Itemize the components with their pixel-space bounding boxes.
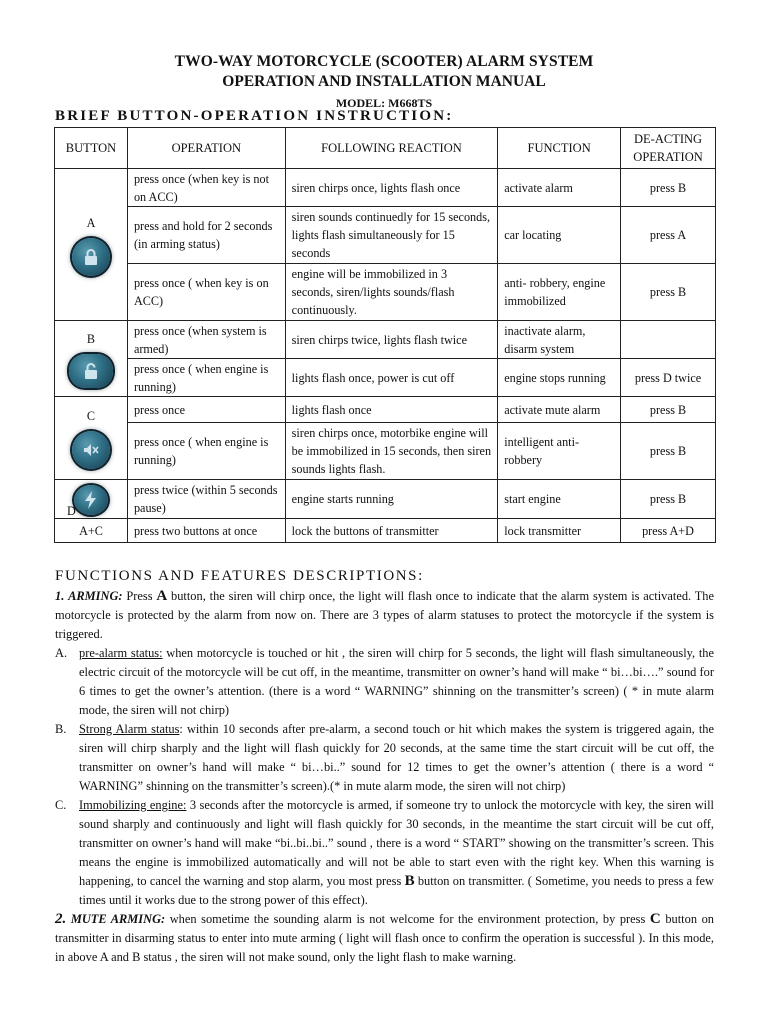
row1-function: activate alarm bbox=[498, 169, 621, 207]
table-row bbox=[55, 321, 716, 359]
pre-alarm-text: when motorcycle is touched or hit , the siren will chirp for 5 seconds, the light will flash simultaneously, the electric circuit of the motorcycle will be cut off, in the meantime, transmitter on owner’s hand will make “ bi…bi….” sound for 6 times to get the owner’s attention. (there is a word “ WARNING” shinning on the transmitter’s screen) ( * in mute alarm mode, the siren will not chirp) bbox=[79, 646, 714, 717]
mute-title: MUTE ARMING: bbox=[66, 912, 166, 926]
lock-open-icon bbox=[69, 354, 113, 388]
table-row bbox=[55, 207, 716, 264]
row2-function: car locating bbox=[498, 207, 621, 264]
button-b-cell bbox=[55, 321, 128, 397]
row7-function: intelligent anti-robbery bbox=[498, 423, 621, 480]
arming-paragraph bbox=[55, 587, 714, 644]
table-row bbox=[55, 423, 716, 480]
mute-speaker-icon bbox=[72, 431, 110, 469]
row3-reaction: engine will be immobilized in 3 seconds, siren/lights sounds/flash continuously. bbox=[285, 264, 498, 321]
row7-operation: press once ( when engine is running) bbox=[127, 423, 285, 480]
functions-body bbox=[55, 587, 714, 967]
pre-alarm-label: A. bbox=[55, 646, 68, 660]
row2-reaction: siren sounds continuedly for 15 seconds, lights flash simultaneously for 15 seconds bbox=[285, 207, 498, 264]
row4-deacting bbox=[621, 321, 716, 359]
strong-alarm-label: B. bbox=[55, 722, 67, 736]
row4-function: inactivate alarm, disarm system bbox=[498, 321, 621, 359]
row5-deacting: press D twice bbox=[621, 359, 716, 397]
pre-alarm-title: pre-alarm status: bbox=[79, 646, 163, 660]
row8-function: start engine bbox=[498, 480, 621, 519]
title-line-2: OPERATION AND INSTALLATION MANUAL bbox=[222, 73, 546, 90]
row5-operation: press once ( when engine is running) bbox=[127, 359, 285, 397]
row7-reaction: siren chirps once, motorbike engine will be immobilized in 15 seconds, then siren sounds lights flash. bbox=[285, 423, 498, 480]
row9-reaction: lock the buttons of transmitter bbox=[285, 519, 498, 543]
lock-closed-icon bbox=[72, 238, 110, 276]
row4-reaction: siren chirps twice, lights flash twice bbox=[285, 321, 498, 359]
mute-text-1: when sometime the sounding alarm is not welcome for the environment protection, by press bbox=[165, 912, 650, 926]
row3-operation: press once ( when key is on ACC) bbox=[127, 264, 285, 321]
row2-deacting: press A bbox=[621, 207, 716, 264]
brief-heading: BRIEF BUTTON-OPERATION INSTRUCTION: bbox=[55, 108, 454, 124]
pre-alarm-item bbox=[55, 644, 714, 720]
row3-function: anti- robbery, engine immobilized bbox=[498, 264, 621, 321]
row9-function: lock transmitter bbox=[498, 519, 621, 543]
immobilizing-label: C. bbox=[55, 798, 67, 812]
strong-alarm-text: : within 10 seconds after pre-alarm, a second touch or hit which makes the system is triggered again, the siren will chirp sharply and the light will flash quickly for 20 seconds, at the same time the start circuit will be cut off, the transmitter on owner’s hand will make “ bi…bi..” sound for 12 times to get the owner’s attention ( there is a word “ WARNING” shinning on the transmitter’s screen).(* in mute alarm mode, the siren will not chirp) bbox=[79, 722, 714, 793]
immobilizing-item bbox=[55, 796, 714, 910]
mute-arming-paragraph bbox=[55, 910, 714, 967]
header-operation: OPERATION bbox=[127, 128, 285, 169]
table-row bbox=[55, 480, 716, 519]
row6-deacting: press B bbox=[621, 397, 716, 423]
button-d-cell bbox=[55, 480, 128, 519]
strong-alarm-item bbox=[55, 720, 714, 796]
button-operation-table bbox=[54, 127, 716, 543]
arming-text-1: Press bbox=[122, 589, 157, 603]
arming-key: A bbox=[156, 588, 168, 604]
title-block bbox=[0, 52, 768, 112]
button-b-label: B bbox=[86, 331, 96, 346]
row4-operation: press once (when system is armed) bbox=[127, 321, 285, 359]
row3-deacting: press B bbox=[621, 264, 716, 321]
functions-heading: FUNCTIONS AND FEATURES DESCRIPTIONS: bbox=[55, 568, 424, 584]
button-a-cell bbox=[55, 169, 128, 321]
header-button: BUTTON bbox=[55, 128, 128, 169]
mute-text-2: button on transmitter in disarming status to enter into mute arming ( light will flash once to confirm the operation is successful ). In this mode, in above A and B status , the siren will not make sound, only the light flash to make warning. bbox=[55, 912, 714, 964]
row9-deacting: press A+D bbox=[621, 519, 716, 543]
row2-operation: press and hold for 2 seconds (in arming status) bbox=[127, 207, 285, 264]
arming-number: 1. bbox=[55, 589, 65, 603]
arming-text-2: button, the siren will chirp once, the light will flash once to indicate that the alarm system is activated. The motorcycle is protected by the alarm from now on. There are 3 types of alarm statuses to protect the motorcycle if the system is triggered. bbox=[55, 589, 714, 641]
title-line-1: TWO-WAY MOTORCYCLE (SCOOTER) ALARM SYSTEM bbox=[174, 53, 594, 70]
table-header-row bbox=[55, 128, 716, 169]
immobilizing-text-1: 3 seconds after the motorcycle is armed, if someone try to unlock the motorcycle with key, the siren will sound sharply and continuously and light will flash quickly for 30 seconds, in the meantime the start circuit will be cut off, transmitter on owner’s hand will make “bi..bi..bi..” sound , there is a word “ START” showing on the transmitter’s screen. This means the engine is immobilized automatically and will not be able to start even with the right key. When this warning is happening, to cancel the warning and stop alarm, you most press bbox=[79, 798, 714, 888]
row5-function: engine stops running bbox=[498, 359, 621, 397]
strong-alarm-title: Strong Alarm status bbox=[79, 722, 180, 736]
row8-reaction: engine starts running bbox=[285, 480, 498, 519]
immobilizing-title: Immobilizing engine: bbox=[79, 798, 187, 812]
row1-reaction: siren chirps once, lights flash once bbox=[285, 169, 498, 207]
button-c-label: C bbox=[86, 409, 96, 423]
mute-key: C bbox=[649, 911, 661, 927]
button-a-label: A bbox=[86, 215, 96, 230]
row6-operation: press once bbox=[127, 397, 285, 423]
table-row bbox=[55, 169, 716, 207]
button-c-cell bbox=[55, 397, 128, 480]
button-ac-cell: A+C bbox=[55, 519, 128, 543]
button-d-label: D bbox=[67, 504, 76, 518]
mute-number: 2. bbox=[55, 911, 67, 927]
row9-operation: press two buttons at once bbox=[127, 519, 285, 543]
row8-deacting: press B bbox=[621, 480, 716, 519]
row1-deacting: press B bbox=[621, 169, 716, 207]
table-row bbox=[55, 264, 716, 321]
row6-function: activate mute alarm bbox=[498, 397, 621, 423]
header-deacting: DE-ACTING OPERATION bbox=[621, 128, 716, 169]
row5-reaction: lights flash once, power is cut off bbox=[285, 359, 498, 397]
header-reaction: FOLLOWING REACTION bbox=[285, 128, 498, 169]
table-row bbox=[55, 359, 716, 397]
model-number: MODEL: M668TS bbox=[335, 96, 433, 110]
arming-title: ARMING: bbox=[68, 589, 123, 603]
immobilizing-text-2: button on transmitter. ( Sometime, you needs to press a few times until it works due to the strong power of this effect). bbox=[79, 874, 715, 907]
immobilizing-key: B bbox=[404, 873, 415, 889]
row7-deacting: press B bbox=[621, 423, 716, 480]
lightning-icon bbox=[74, 485, 108, 515]
header-function: FUNCTION bbox=[498, 128, 621, 169]
row6-reaction: lights flash once bbox=[285, 397, 498, 423]
row8-operation: press twice (within 5 seconds pause) bbox=[127, 480, 285, 519]
table-row bbox=[55, 519, 716, 543]
table-row bbox=[55, 397, 716, 423]
row1-operation: press once (when key is not on ACC) bbox=[127, 169, 285, 207]
